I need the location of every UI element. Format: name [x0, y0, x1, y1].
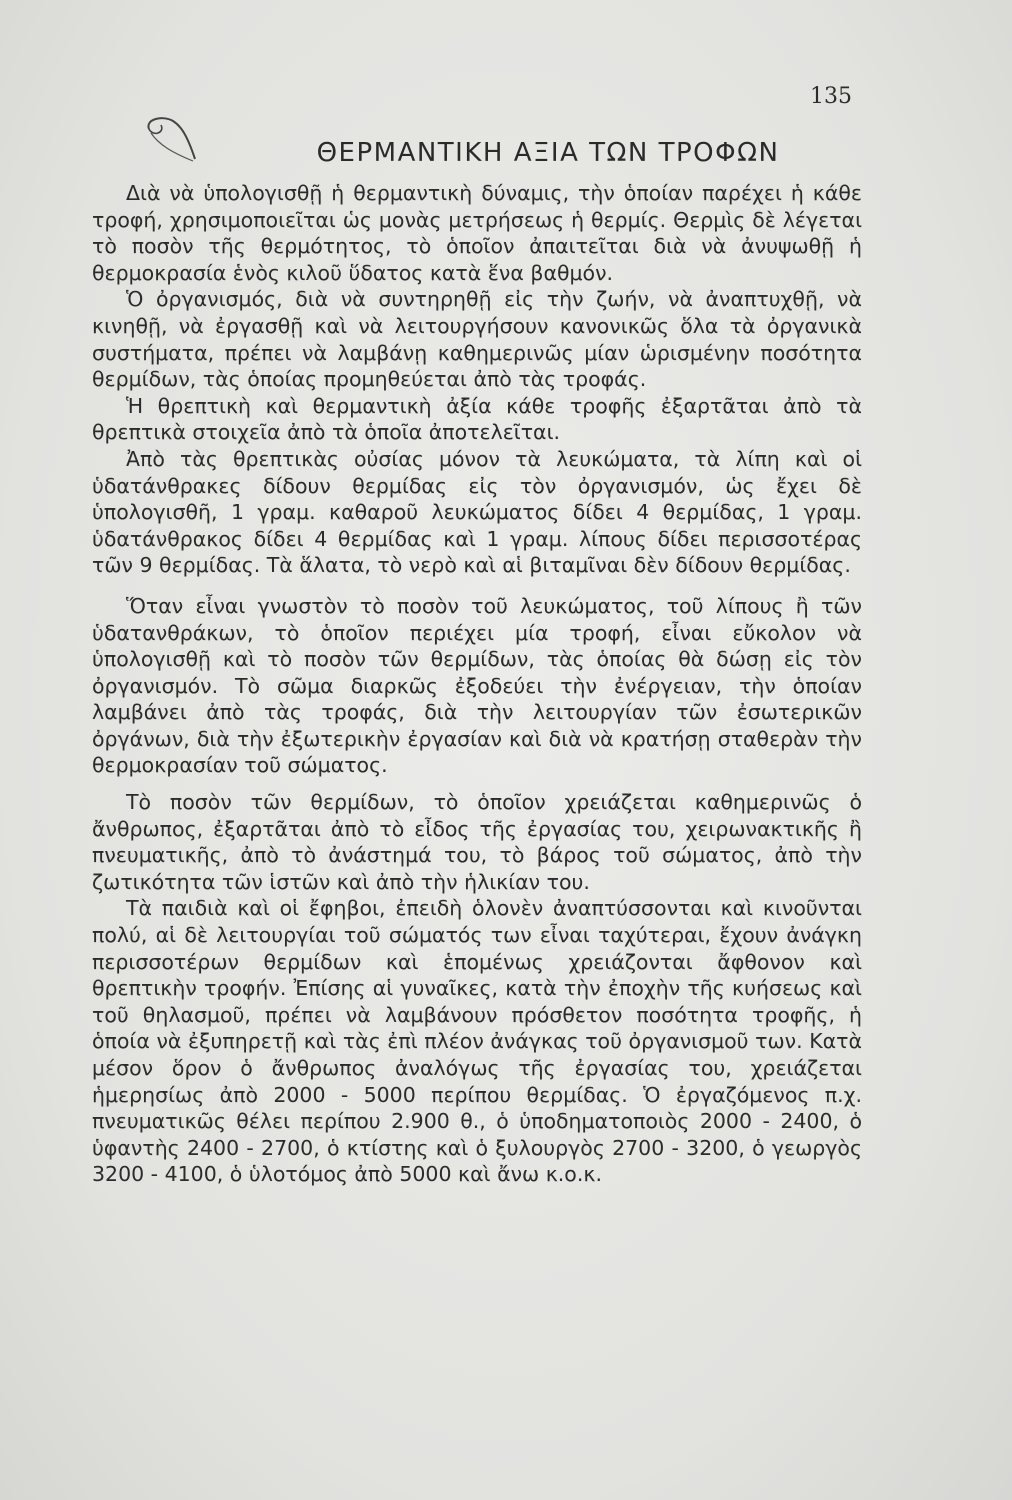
paragraph-7: Τὰ παιδιὰ καὶ οἱ ἔφηβοι, ἐπειδὴ ὁλονὲν ἀναπτύσσονται καὶ κινοῦνται πολύ, αἱ δὲ λειτουργίαι τοῦ σώματός των εἶναι ταχύτεραι, ἔχουν ἀνάγκη περισσοτέρων θερμίδων καὶ ἑπομένως χρειάζονται ἄφθονον καὶ θρεπτικὴν τροφήν. Ἐπίσης αἱ γυναῖκες, κατὰ τὴν ἐποχὴν τῆς κυήσεως καὶ τοῦ θηλασμοῦ, πρέπει νὰ λαμβάνουν πρόσθετον ποσότητα τροφῆς, ἡ ὁποία νὰ ἐξυπηρετῇ καὶ τὰς ἐπὶ πλέον ἀνάγκας τοῦ ὀργανισμοῦ των. Κατὰ μέσον ὅρον ὁ ἄνθρωπος ἀναλόγως τῆς ἐργασίας του, χρειάζεται ἡμερησίως ἀπὸ 2000 - 5000 περίπου θερμίδας. Ὁ ἐργαζόμενος π.χ. πνευματικῶς θέλει περίπου 2.900 θ., ὁ ὑποδηματοποιὸς 2000 - 2400, ὁ ὑφαντὴς 2400 - 2700, ὁ κτίστης καὶ ὁ ξυλουργὸς 2700 - 3200, ὁ γεωργὸς 3200 - 4100, ὁ ὑλοτόμος ἀπὸ 5000 καὶ ἄνω κ.ο.κ.	[92, 896, 862, 1187]
chapter-title: ΘΕΡΜΑΝΤΙΚΗ ΑΞΙΑ ΤΩΝ ΤΡΟΦΩΝ	[316, 138, 780, 168]
paragraph-1: Διὰ νὰ ὑπολογισθῇ ἡ θερμαντικὴ δύναμις, τὴν ὁποίαν παρέχει ἡ κάθε τροφή, χρησιμοποιεῖται ὡς μονὰς μετρήσεως ἡ θερμίς. Θερμὶς δὲ λέγεται τὸ ποσὸν τῆς θερμότητος, τὸ ὁποῖον ἀπαιτεῖται διὰ νὰ ἀνυψωθῇ ἡ θερμοκρασία ἑνὸς κιλοῦ ὕδατος κατὰ ἕνα βαθμόν.	[92, 181, 862, 285]
body-text	[92, 180, 862, 1188]
paragraph-5: Ὅταν εἶναι γνωστὸν τὸ ποσὸν τοῦ λευκώματος, τοῦ λίπους ἢ τῶν ὑδατανθράκων, τὸ ὁποῖον περιέχει μία τροφή, εἶναι εὔκολον νὰ ὑπολογισθῇ καὶ τὸ ποσὸν τῶν θερμίδων, τὰς ὁποίας θὰ δώσῃ εἰς τὸν ὀργανισμόν. Τὸ σῶμα διαρκῶς ἐξοδεύει τὴν ἐνέργειαν, τὴν ὁποίαν λαμβάνει ἀπὸ τὰς τροφάς, διὰ τὴν λειτουργίαν τῶν ἐσωτερικῶν ὀργάνων, διὰ τὴν ἐξωτερικὴν ἐργασίαν καὶ διὰ νὰ κρατήσῃ σταθερὰν τὴν θερμοκρασίαν τοῦ σώματος.	[92, 593, 862, 778]
page-number: 135	[810, 84, 852, 109]
paragraph-2: Ὁ ὀργανισμός, διὰ νὰ συντηρηθῇ εἰς τὴν ζωήν, νὰ ἀναπτυχθῇ, νὰ κινηθῇ, νὰ ἐργασθῇ καὶ νὰ λειτουργήσουν κανονικῶς ὅλα τὰ ὀργανικὰ συστήματα, πρέπει νὰ λαμβάνῃ καθημερινῶς μίαν ὡρισμένην ποσότητα θερμίδων, τὰς ὁποίας προμηθεύεται ἀπὸ τὰς τροφάς.	[92, 287, 862, 392]
paragraph-4: Ἀπὸ τὰς θρεπτικὰς οὐσίας μόνον τὰ λευκώματα, τὰ λίπη καὶ οἱ ὑδατάνθρακες δίδουν θερμίδας εἰς τὸν ὀργανισμόν, ὡς ἔχει δὲ ὑπολογισθῆ, 1 γραμ. καθαροῦ λευκώματος δίδει 4 θερμίδας, 1 γραμ. ὑδατάνθρακος δίδει 4 θερμίδας καὶ 1 γραμ. λίπους δίδει περισσοτέρας τῶν 9 θερμίδας. Τὰ ἅλατα, τὸ νερὸ καὶ αἱ βιταμῖναι δὲν δίδουν θερμίδας.	[92, 446, 862, 578]
paragraph-6: Τὸ ποσὸν τῶν θερμίδων, τὸ ὁποῖον χρειάζεται καθημερινῶς ὁ ἄνθρωπος, ἐξαρτᾶται ἀπὸ τὸ εἶδος τῆς ἐργασίας του, χειρωνακτικῆς ἢ πνευματικῆς, ἀπὸ τὸ ἀνάστημά του, τὸ βάρος τοῦ σώματος, ἀπὸ τὴν ζωτικότητα τῶν ἱστῶν καὶ ἀπὸ τὴν ἡλικίαν του.	[92, 790, 862, 894]
paragraph-3: Ἡ θρεπτικὴ καὶ θερμαντικὴ ἀξία κάθε τροφῆς ἐξαρτᾶται ἀπὸ τὰ θρεπτικὰ στοιχεῖα ἀπὸ τὰ ὁποῖα ἀποτελεῖται.	[92, 393, 862, 445]
